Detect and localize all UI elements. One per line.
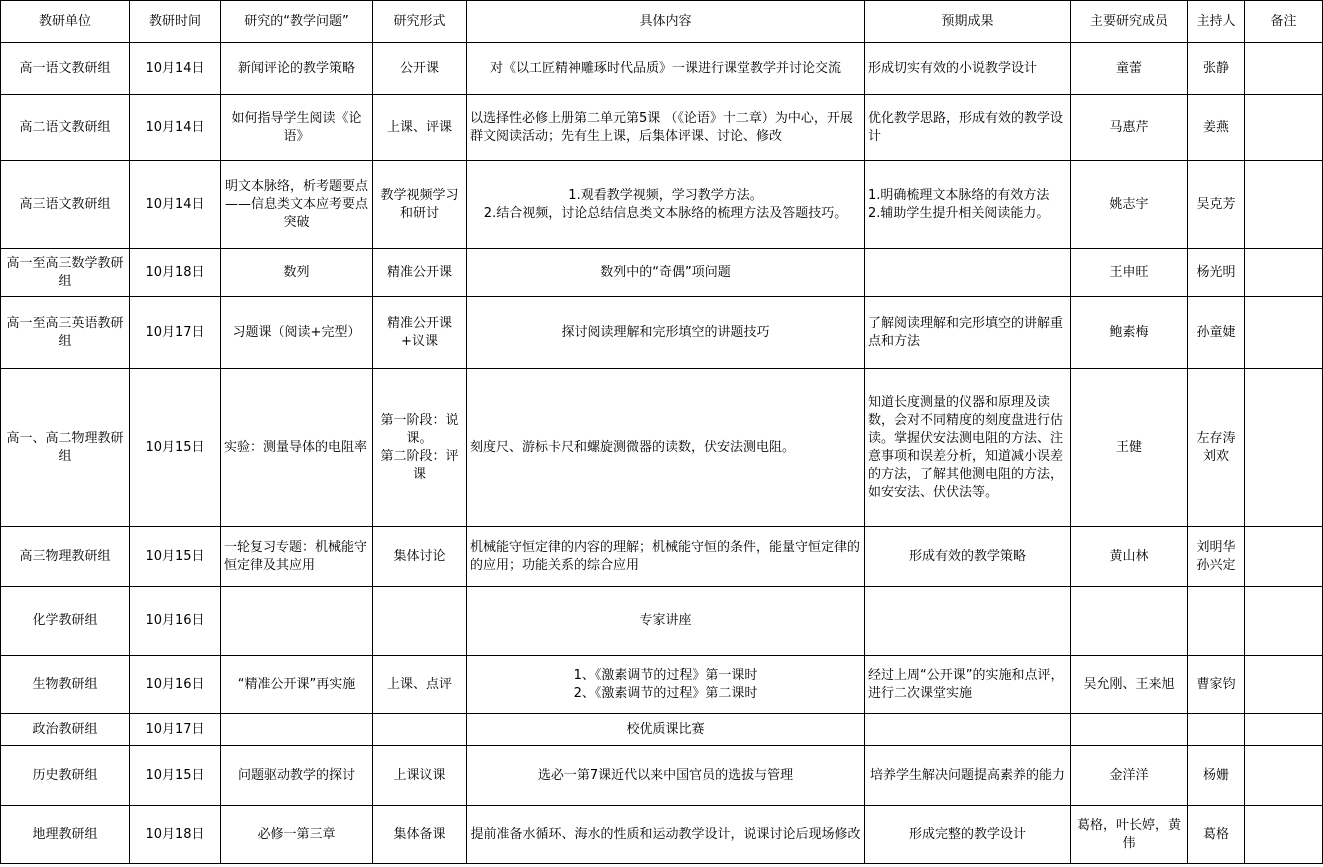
table-row [1,806,1323,864]
cell-note [1245,297,1323,369]
cell-date: 10月15日 [130,527,221,587]
cell-date: 10月14日 [130,95,221,161]
cell-form: 精准公开课+议课 [373,297,467,369]
cell-outcome [865,714,1071,746]
cell-problem: 实验：测量导体的电阻率 [221,369,373,527]
outcome-line: 1.明确梳理文本脉络的有效方法 [868,187,1050,203]
cell-note [1245,746,1323,806]
cell-note [1245,43,1323,95]
cell-members: 吴允刚、王来旭 [1071,656,1188,714]
cell-problem [221,714,373,746]
cell-unit: 历史教研组 [1,746,130,806]
content-line: 2.结合视频，讨论总结信息类文本脉络的梳理方法及答题技巧。 [483,205,848,221]
content-line: 1、《激素调节的过程》第一课时 [573,667,758,683]
cell-form: 集体讨论 [373,527,467,587]
cell-unit: 高一至高三英语教研组 [1,297,130,369]
cell-note [1245,806,1323,864]
cell-unit: 高二语文教研组 [1,95,130,161]
cell-outcome: 培养学生解决问题提高素养的能力 [865,746,1071,806]
cell-date: 10月18日 [130,249,221,297]
cell-content: 探讨阅读理解和完形填空的讲题技巧 [467,297,865,369]
header-problem: 研究的“教学问题” [221,1,373,43]
outcome-line: 2.辅助学生提升相关阅读能力。 [868,205,1050,221]
cell-content [467,656,865,714]
cell-form: 上课、评课 [373,95,467,161]
cell-unit: 高三语文教研组 [1,161,130,249]
cell-host: 姜燕 [1188,95,1245,161]
cell-date: 10月17日 [130,714,221,746]
cell-outcome [865,249,1071,297]
cell-problem: 明文本脉络，析考题要点——信息类文本应考要点突破 [221,161,373,249]
cell-date: 10月14日 [130,43,221,95]
table-row [1,249,1323,297]
cell-problem: 必修一第三章 [221,806,373,864]
cell-note [1245,656,1323,714]
cell-note [1245,249,1323,297]
content-line: 2、《激素调节的过程》第二课时 [573,685,758,701]
cell-note [1245,714,1323,746]
cell-form [373,369,467,527]
cell-date: 10月14日 [130,161,221,249]
cell-unit: 地理教研组 [1,806,130,864]
cell-form: 教学视频学习和研讨 [373,161,467,249]
cell-content: 刻度尺、游标卡尺和螺旋测微器的读数，伏安法测电阻。 [467,369,865,527]
cell-outcome: 形成切实有效的小说教学设计 [865,43,1071,95]
header-outcome: 预期成果 [865,1,1071,43]
cell-problem: 数列 [221,249,373,297]
cell-problem [221,587,373,656]
table-row [1,656,1323,714]
cell-problem: 一轮复习专题：机械能守恒定律及其应用 [221,527,373,587]
cell-date: 10月16日 [130,656,221,714]
cell-outcome [865,587,1071,656]
cell-unit: 政治教研组 [1,714,130,746]
cell-content: 选必一第7课近代以来中国官员的选拔与管理 [467,746,865,806]
cell-host: 杨姗 [1188,746,1245,806]
cell-members: 姚志宇 [1071,161,1188,249]
cell-form [373,587,467,656]
cell-note [1245,527,1323,587]
table-row [1,161,1323,249]
cell-form: 集体备课 [373,806,467,864]
cell-outcome: 知道长度测量的仪器和原理及读数，会对不同精度的刻度盘进行估读。掌握伏安法测电阻的方法、注意事项和误差分析，知道减小误差的方法，了解其他测电阻的方法，如安安法、伏伏法等。 [865,369,1071,527]
header-row [1,1,1323,43]
header-note: 备注 [1245,1,1323,43]
cell-content: 校优质课比赛 [467,714,865,746]
cell-outcome: 形成完整的教学设计 [865,806,1071,864]
table-row [1,369,1323,527]
cell-host [1188,527,1245,587]
content-line: 1.观看教学视频，学习教学方法。 [568,187,763,203]
table-row [1,746,1323,806]
cell-members: 黄山林 [1071,527,1188,587]
cell-outcome: 优化教学思路，形成有效的教学设计 [865,95,1071,161]
cell-members [1071,587,1188,656]
cell-host: 孙童婕 [1188,297,1245,369]
cell-form [373,714,467,746]
cell-members: 王申旺 [1071,249,1188,297]
cell-host: 曹家钧 [1188,656,1245,714]
header-content: 具体内容 [467,1,865,43]
cell-problem: 新闻评论的教学策略 [221,43,373,95]
cell-members: 葛格，叶长婷，黄伟 [1071,806,1188,864]
host-line: 孙兴定 [1196,557,1236,573]
header-host: 主持人 [1188,1,1245,43]
cell-note [1245,161,1323,249]
cell-outcome: 经过上周“公开课”的实施和点评，进行二次课堂实施 [865,656,1071,714]
cell-members: 童蕾 [1071,43,1188,95]
cell-members [1071,714,1188,746]
cell-host: 葛格 [1188,806,1245,864]
cell-members: 马惠芹 [1071,95,1188,161]
header-members: 主要研究成员 [1071,1,1188,43]
cell-members: 金洋洋 [1071,746,1188,806]
header-form: 研究形式 [373,1,467,43]
host-line: 左存涛 [1196,430,1236,446]
cell-note [1245,587,1323,656]
table-row [1,95,1323,161]
cell-host [1188,714,1245,746]
cell-unit: 高三物理教研组 [1,527,130,587]
cell-outcome: 形成有效的教学策略 [865,527,1071,587]
cell-date: 10月18日 [130,806,221,864]
form-line: 第二阶段：评课 [380,448,459,482]
cell-host: 杨光明 [1188,249,1245,297]
cell-outcome: 了解阅读理解和完形填空的讲解重点和方法 [865,297,1071,369]
cell-host [1188,587,1245,656]
table-row [1,527,1323,587]
cell-members: 王健 [1071,369,1188,527]
cell-problem: 问题驱动教学的探讨 [221,746,373,806]
cell-problem: 如何指导学生阅读《论语》 [221,95,373,161]
cell-note [1245,369,1323,527]
cell-members: 鲍素梅 [1071,297,1188,369]
cell-form: 上课、点评 [373,656,467,714]
cell-note [1245,95,1323,161]
form-line: 第一阶段：说课。 [380,412,459,446]
host-line: 刘明华 [1196,539,1236,555]
cell-outcome [865,161,1071,249]
cell-content: 机械能守恒定律的内容的理解；机械能守恒的条件，能量守恒定律的的应用；功能关系的综合应用 [467,527,865,587]
cell-date: 10月15日 [130,369,221,527]
cell-content [467,161,865,249]
cell-unit: 高一语文教研组 [1,43,130,95]
header-unit: 教研单位 [1,1,130,43]
cell-form: 精准公开课 [373,249,467,297]
cell-problem: “精准公开课”再实施 [221,656,373,714]
header-date: 教研时间 [130,1,221,43]
table-row [1,587,1323,656]
cell-host: 吴克芳 [1188,161,1245,249]
cell-content: 以选择性必修上册第二单元第5课 （《论语》十二章）为中心，开展群文阅读活动；先有生上课，后集体评课、讨论、修改 [467,95,865,161]
table-row [1,714,1323,746]
cell-unit: 生物教研组 [1,656,130,714]
cell-unit: 高一、高二物理教研组 [1,369,130,527]
cell-content: 专家讲座 [467,587,865,656]
cell-host [1188,369,1245,527]
cell-host: 张静 [1188,43,1245,95]
cell-unit: 高一至高三数学教研组 [1,249,130,297]
cell-form: 公开课 [373,43,467,95]
cell-date: 10月16日 [130,587,221,656]
cell-content: 对《以工匠精神雕琢时代品质》一课进行课堂教学并讨论交流 [467,43,865,95]
cell-unit: 化学教研组 [1,587,130,656]
cell-content: 数列中的“奇偶”项问题 [467,249,865,297]
host-line: 刘欢 [1202,448,1229,464]
table-row [1,43,1323,95]
cell-date: 10月17日 [130,297,221,369]
table-row [1,297,1323,369]
cell-date: 10月15日 [130,746,221,806]
cell-problem: 习题课（阅读+完型） [221,297,373,369]
cell-form: 上课议课 [373,746,467,806]
cell-content: 提前准备水循环、海水的性质和运动教学设计，说课讨论后现场修改 [467,806,865,864]
